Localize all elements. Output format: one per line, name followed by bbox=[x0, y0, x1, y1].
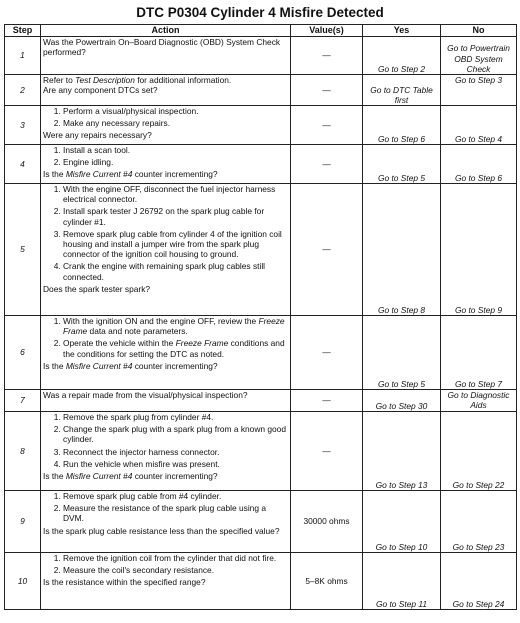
yes-cell: Go to Step 10 bbox=[363, 491, 441, 553]
no-cell: Go to Step 6 bbox=[441, 145, 517, 184]
yes-cell: Go to Step 8 bbox=[363, 184, 441, 316]
action-steps bbox=[43, 412, 288, 469]
action-cell bbox=[41, 145, 291, 184]
table-row bbox=[5, 184, 517, 316]
action-step: 2. Change the spark plug with a spark plug from a known good cylinder. bbox=[63, 424, 288, 444]
action-step: 2. Engine idling. bbox=[63, 157, 288, 167]
action-question: Is the spark plug cable resistance less than the specified value? bbox=[43, 525, 280, 536]
action-cell bbox=[41, 316, 291, 390]
header-yes: Yes bbox=[363, 25, 441, 37]
action-step: 1. With the ignition ON and the engine OFF, review the Freeze Frame data and note parameters. bbox=[63, 316, 288, 336]
action-step: 4. Run the vehicle when misfire was present. bbox=[63, 459, 288, 469]
action-cell bbox=[41, 106, 291, 145]
page-title: DTC P0304 Cylinder 4 Misfire Detected bbox=[136, 5, 384, 20]
no-cell: Go to Step 7 bbox=[441, 316, 517, 390]
action-steps bbox=[43, 106, 288, 128]
action-step: 3. Remove spark plug cable from cylinder 4 of the ignition coil housing and install a jumper wire from the spark plug connector of the ignition coil housing to ground. bbox=[63, 229, 288, 260]
table-row bbox=[5, 390, 517, 412]
step-number: 1 bbox=[5, 37, 41, 75]
yes-cell: Go to Step 11 bbox=[363, 553, 441, 610]
value-cell: — bbox=[291, 412, 363, 491]
action-question: Are any component DTCs set? bbox=[43, 85, 158, 96]
action-step: 1. Remove the spark plug from cylinder #4. bbox=[63, 412, 288, 422]
value-cell: 30000 ohms bbox=[291, 491, 363, 553]
header-no: No bbox=[441, 25, 517, 37]
action-steps bbox=[43, 553, 288, 575]
value-cell: — bbox=[291, 145, 363, 184]
action-question: Is the resistance within the specified range? bbox=[43, 577, 206, 588]
no-cell: Go to Step 24 bbox=[441, 553, 517, 610]
action-text: Refer to Test Description for additional information. bbox=[43, 75, 232, 85]
no-cell: Go to Step 4 bbox=[441, 106, 517, 145]
header-step: Step bbox=[5, 25, 41, 37]
action-steps bbox=[43, 491, 288, 524]
step-number: 3 bbox=[5, 106, 41, 145]
action-question: Is the Misfire Current #4 counter incrementing? bbox=[43, 471, 218, 482]
table-row bbox=[5, 316, 517, 390]
step-number: 8 bbox=[5, 412, 41, 491]
no-cell: Go to Step 9 bbox=[441, 184, 517, 316]
yes-cell: Go to Step 2 bbox=[363, 37, 441, 75]
step-number: 5 bbox=[5, 184, 41, 316]
action-step: 1. With the engine OFF, disconnect the fuel injector harness electrical connector. bbox=[63, 184, 288, 204]
step-number: 6 bbox=[5, 316, 41, 390]
value-cell: — bbox=[291, 75, 363, 106]
action-step: 4. Crank the engine with remaining spark plug cables still connected. bbox=[63, 261, 288, 281]
no-cell: Go to Diagnostic Aids bbox=[441, 390, 517, 412]
action-question: Is the Misfire Current #4 counter incrementing? bbox=[43, 360, 218, 371]
step-number: 7 bbox=[5, 390, 41, 412]
action-cell bbox=[41, 491, 291, 553]
action-step: 1. Remove spark plug cable from #4 cylinder. bbox=[63, 491, 288, 501]
value-cell: — bbox=[291, 106, 363, 145]
step-number: 2 bbox=[5, 75, 41, 106]
table-row bbox=[5, 106, 517, 145]
action-question: Is the Misfire Current #4 counter incrementing? bbox=[43, 169, 218, 180]
table-row bbox=[5, 412, 517, 491]
action-step: 2. Install spark tester J 26792 on the spark plug cable for cylinder #1. bbox=[63, 206, 288, 226]
action-text: Was a repair made from the visual/physical inspection? bbox=[43, 390, 248, 400]
action-steps bbox=[43, 316, 288, 359]
action-step: 2. Make any necessary repairs. bbox=[63, 118, 288, 128]
yes-cell: Go to Step 13 bbox=[363, 412, 441, 491]
action-cell bbox=[41, 75, 291, 106]
header-action: Action bbox=[41, 25, 291, 37]
no-cell: Go to Step 3 bbox=[441, 75, 517, 106]
no-cell: Go to Step 23 bbox=[441, 491, 517, 553]
table-row bbox=[5, 75, 517, 106]
action-step: 1. Perform a visual/physical inspection. bbox=[63, 106, 288, 116]
value-cell: — bbox=[291, 390, 363, 412]
action-cell bbox=[41, 412, 291, 491]
step-number: 9 bbox=[5, 491, 41, 553]
yes-cell: Go to Step 6 bbox=[363, 106, 441, 145]
value-cell: — bbox=[291, 316, 363, 390]
step-number: 10 bbox=[5, 553, 41, 610]
step-number: 4 bbox=[5, 145, 41, 184]
action-cell bbox=[41, 184, 291, 316]
action-step: 2. Operate the vehicle within the Freeze Frame conditions and the conditions for setting the DTC as noted. bbox=[63, 338, 288, 358]
table-row bbox=[5, 553, 517, 610]
table-row bbox=[5, 145, 517, 184]
action-step: 1. Install a scan tool. bbox=[63, 145, 288, 155]
yes-cell: Go to Step 5 bbox=[363, 145, 441, 184]
diagnostic-table bbox=[4, 24, 517, 610]
action-steps bbox=[43, 145, 288, 167]
header-value: Value(s) bbox=[291, 25, 363, 37]
table-row bbox=[5, 491, 517, 553]
table-row bbox=[5, 37, 517, 75]
value-cell: — bbox=[291, 184, 363, 316]
value-cell: — bbox=[291, 37, 363, 75]
action-text: Was the Powertrain On–Board Diagnostic (OBD) System Check performed? bbox=[43, 37, 281, 58]
yes-cell: Go to Step 30 bbox=[363, 390, 441, 412]
table-header-row bbox=[5, 25, 517, 37]
action-step: 2. Measure the resistance of the spark plug cable using a DVM. bbox=[63, 503, 288, 523]
action-question: Does the spark tester spark? bbox=[43, 283, 151, 294]
yes-cell: Go to DTC Table first bbox=[363, 75, 441, 106]
action-step: 3. Reconnect the injector harness connector. bbox=[63, 447, 288, 457]
action-step: 1. Remove the ignition coil from the cylinder that did not fire. bbox=[63, 553, 288, 563]
action-cell bbox=[41, 390, 291, 412]
no-cell: Go to Step 22 bbox=[441, 412, 517, 491]
action-steps bbox=[43, 184, 288, 282]
action-question: Were any repairs necessary? bbox=[43, 130, 152, 141]
action-cell bbox=[41, 553, 291, 610]
no-cell: Go to Powertrain OBD System Check bbox=[441, 37, 517, 75]
value-cell: 5–8K ohms bbox=[291, 553, 363, 610]
action-step: 2. Measure the coil's secondary resistance. bbox=[63, 565, 288, 575]
action-cell bbox=[41, 37, 291, 75]
yes-cell: Go to Step 5 bbox=[363, 316, 441, 390]
